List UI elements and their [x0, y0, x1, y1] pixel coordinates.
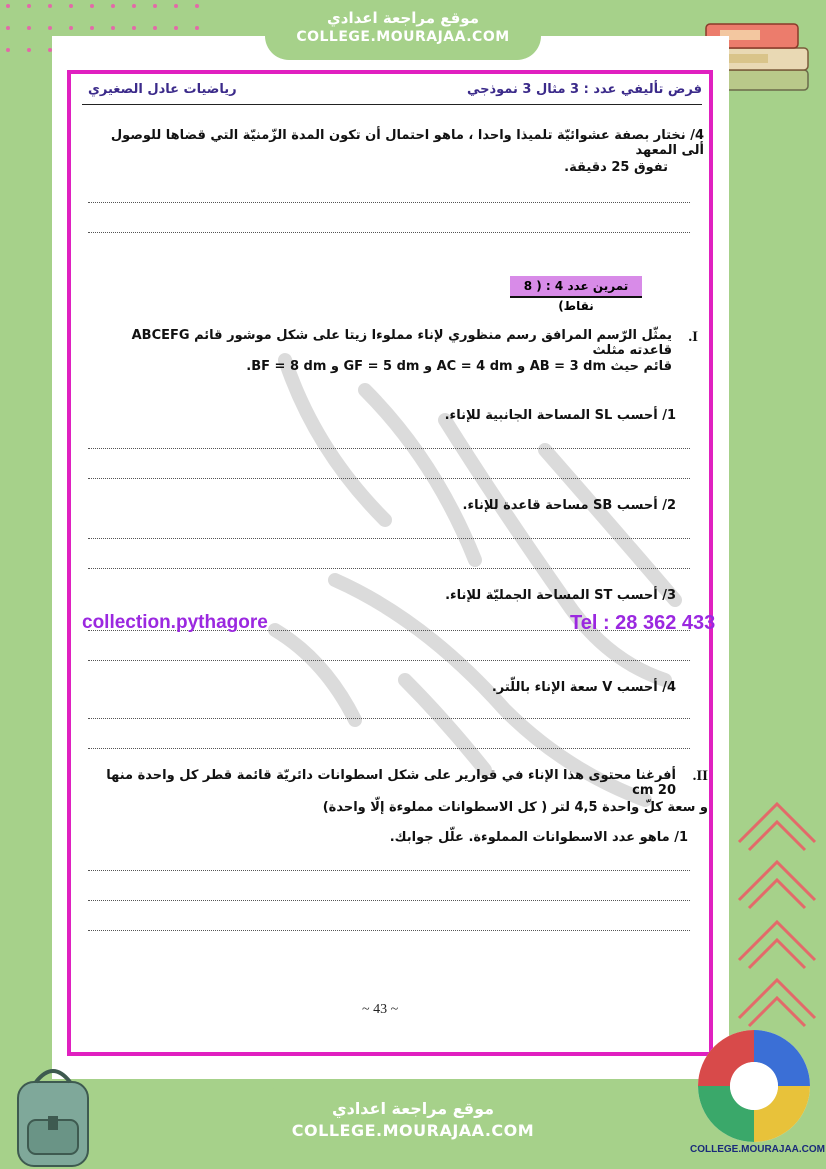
- part2-line1: أفرغنا محتوى هذا الإناء في قوارير على شكل اسطوانات دائريّة قائمة قطر كل واحدة منها 20 cm: [106, 768, 676, 798]
- decorative-dot: [153, 4, 157, 8]
- decorative-dot: [27, 26, 31, 30]
- decorative-dot: [153, 26, 157, 30]
- part1-q2: 2/ أحسب SB مساحة قاعدة للإناء.: [462, 498, 676, 513]
- q4-line2: تفوق 25 دقيقة.: [564, 160, 668, 175]
- school-supplies-logo: [694, 1026, 814, 1146]
- part1-q3: 3/ أحسب ST المساحة الجمليّة للإناء.: [445, 588, 676, 603]
- answer-line: [88, 448, 690, 449]
- answer-line: [88, 568, 690, 569]
- part1-line2: قائم حيث AB = 3 dm و AC = 4 dm و GF = 5 dm و BF = 8 dm.: [246, 359, 672, 374]
- decorative-dot: [195, 4, 199, 8]
- exam-title: فرض تأليفي عدد : 3 مثال 3 نموذجي: [466, 82, 702, 97]
- site-domain: COLLEGE.MOURAJAA.COM: [296, 29, 510, 45]
- decorative-dot: [90, 4, 94, 8]
- author-name: رياضيات عادل الصغيري: [88, 82, 237, 97]
- decorative-dot: [6, 48, 10, 52]
- decorative-dot: [6, 4, 10, 8]
- answer-line: [88, 660, 690, 661]
- decorative-dot: [48, 4, 52, 8]
- document-frame: [67, 70, 716, 1056]
- backpack-icon: [0, 1060, 115, 1169]
- decorative-dot: [174, 26, 178, 30]
- decorative-dot: [132, 26, 136, 30]
- decorative-dot: [27, 4, 31, 8]
- decorative-dot: [111, 4, 115, 8]
- part1-q1: 1/ أحسب SL المساحة الجانبية للإناء.: [444, 408, 676, 423]
- q4-line1: 4/ نختار بصفة عشوائيّة تلميذا واحدا ، ماهو احتمال أن تكون المدة الزّمنيّة التي قضاها للوصول ألى المعهد: [110, 128, 704, 158]
- decorative-dot: [195, 26, 199, 30]
- decorative-dot: [174, 4, 178, 8]
- answer-line: [88, 478, 690, 479]
- phone-watermark: Tel : 28 362 433: [570, 612, 716, 634]
- site-banner-top[interactable]: [265, 0, 541, 60]
- decorative-dot: [132, 4, 136, 8]
- decorative-dot: [69, 26, 73, 30]
- page-number: ~ 43 ~: [362, 1002, 399, 1017]
- answer-line: [88, 202, 690, 203]
- site-domain: COLLEGE.MOURAJAA.COM: [291, 1121, 535, 1140]
- part1-q4: 4/ أحسب V سعة الإناء باللّتر.: [491, 680, 676, 695]
- answer-line: [88, 538, 690, 539]
- answer-line: [88, 900, 690, 901]
- part1-line1: يمثّل الرّسم المرافق رسم منظوري لإناء مملوءا زيتا على شكل موشور قائم ABCEFG قاعدته مثلث: [131, 328, 672, 358]
- site-name: موقع مراجعة اعدادي: [331, 1099, 495, 1118]
- part2-number: II.: [692, 768, 708, 784]
- decorative-dot: [69, 4, 73, 8]
- site-badge[interactable]: COLLEGE.MOURAJAA.COM: [690, 1144, 825, 1155]
- answer-line: [88, 718, 690, 719]
- document-header: [82, 80, 702, 105]
- decorative-dot: [111, 26, 115, 30]
- decorative-dot: [48, 26, 52, 30]
- exercise-title: تمرين عدد 4 : ( 8 نقاط): [510, 276, 642, 298]
- part2-line2: و سعة كلّ واحدة 4,5 لتر ( كل الاسطوانات مملوءة إلّا واحدة): [322, 800, 708, 815]
- answer-line: [88, 232, 690, 233]
- site-banner-bottom[interactable]: [265, 1082, 561, 1169]
- answer-line: [88, 870, 690, 871]
- site-name: موقع مراجعة اعدادي: [327, 9, 479, 27]
- part1-number: I.: [688, 329, 698, 345]
- decorative-dot: [27, 48, 31, 52]
- collection-watermark: collection.pythagore: [82, 612, 268, 633]
- decorative-dot: [6, 26, 10, 30]
- answer-line: [88, 748, 690, 749]
- decorative-dot: [90, 26, 94, 30]
- answer-line: [88, 930, 690, 931]
- part2-q1: 1/ ماهو عدد الاسطوانات المملوءة. علّل جوابك.: [389, 830, 688, 845]
